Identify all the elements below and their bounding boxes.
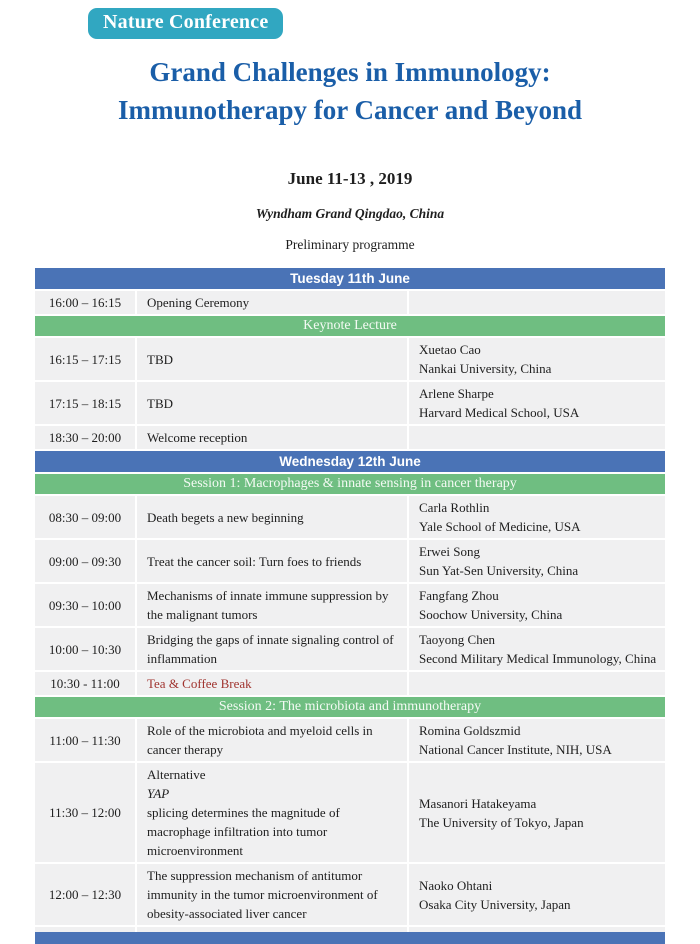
programme-note: Preliminary programme (285, 237, 415, 252)
page-title (20, 53, 680, 129)
speaker-name: Romina Goldszmid (419, 723, 521, 738)
speaker-cell (409, 496, 665, 538)
talk-title-cell: Treat the cancer soil: Turn foes to friends (137, 540, 407, 582)
day-header-partial-cutoff (35, 932, 665, 944)
schedule-row (35, 338, 665, 380)
schedule-row (35, 628, 665, 670)
schedule-row (35, 540, 665, 582)
speaker-cell (409, 338, 665, 380)
speaker-affiliation: Sun Yat-Sen University, China (419, 563, 579, 578)
schedule-row (35, 291, 665, 314)
speaker-affiliation: Nankai University, China (419, 361, 552, 376)
time-cell: 09:30 – 10:00 (35, 584, 135, 626)
schedule-row (35, 763, 665, 862)
time-cell: 18:30 – 20:00 (35, 426, 135, 449)
session-header-session2: Session 2: The microbiota and immunotherapy (35, 697, 665, 717)
session-header-keynote: Keynote Lecture (35, 316, 665, 336)
speaker-affiliation: Harvard Medical School, USA (419, 405, 580, 420)
time-cell: 16:00 – 16:15 (35, 291, 135, 314)
speaker-name: Fangfang Zhou (419, 588, 499, 603)
schedule-row (35, 382, 665, 424)
speaker-cell (409, 291, 665, 314)
break-row (35, 672, 665, 695)
speaker-affiliation: Yale School of Medicine, USA (419, 519, 581, 534)
talk-title-cell: Bridging the gaps of innate signaling control of inflammation (137, 628, 407, 670)
conference-badge: Nature Conference (88, 8, 283, 39)
speaker-name: Arlene Sharpe (419, 386, 494, 401)
time-cell: 16:15 – 17:15 (35, 338, 135, 380)
talk-title-cell: Opening Ceremony (137, 291, 407, 314)
day-header-wednesday: Wednesday 12th June (35, 451, 665, 472)
speaker-affiliation: National Cancer Institute, NIH, USA (419, 742, 612, 757)
speaker-name: Carla Rothlin (419, 500, 490, 515)
talk-title-cell: TBD (137, 338, 407, 380)
speaker-name: Erwei Song (419, 544, 481, 559)
speaker-cell (409, 864, 665, 925)
speaker-name: Masanori Hatakeyama (419, 795, 537, 811)
time-cell: 17:15 – 18:15 (35, 382, 135, 424)
speaker-affiliation: Second Military Medical Immunology, China (419, 651, 657, 666)
session-header-session1: Session 1: Macrophages & innate sensing in cancer therapy (35, 474, 665, 494)
talk-title-cell: TBD (137, 382, 407, 424)
speaker-cell (409, 382, 665, 424)
time-cell: 10:00 – 10:30 (35, 628, 135, 670)
talk-title-cell: Role of the microbiota and myeloid cells in cancer therapy (137, 719, 407, 761)
speaker-cell (409, 719, 665, 761)
speaker-cell (409, 628, 665, 670)
speaker-cell (409, 540, 665, 582)
talk-title-cell: Welcome reception (137, 426, 407, 449)
talk-title-cell: Alternative YAP splicing determines the magnitude of macrophage infiltration into tumor microenvironment (137, 763, 407, 862)
time-cell: 11:30 – 12:00 (35, 763, 135, 862)
conference-dates: June 11-13 , 2019 (287, 169, 413, 188)
break-label: Tea & Coffee Break (137, 672, 407, 695)
schedule-row (35, 719, 665, 761)
speaker-cell (409, 672, 665, 695)
time-cell: 08:30 – 09:00 (35, 496, 135, 538)
speaker-name: Taoyong Chen (419, 632, 495, 647)
schedule-table (35, 268, 665, 944)
time-cell: 12:00 – 12:30 (35, 864, 135, 925)
schedule-row (35, 496, 665, 538)
speaker-name: Naoko Ohtani (419, 877, 493, 893)
page-title-line2: Immunotherapy for Cancer and Beyond (117, 95, 583, 125)
schedule-row (35, 584, 665, 626)
schedule-row (35, 864, 665, 925)
speaker-affiliation: The University of Tokyo, Japan (419, 814, 584, 830)
speaker-cell (409, 763, 665, 862)
speaker-affiliation: Soochow University, China (419, 607, 563, 622)
day-header-tuesday: Tuesday 11th June (35, 268, 665, 289)
schedule-row (35, 426, 665, 449)
conference-venue: Wyndham Grand Qingdao, China (255, 206, 445, 221)
speaker-cell (409, 584, 665, 626)
time-cell: 10:30 - 11:00 (35, 672, 135, 695)
time-cell: 09:00 – 09:30 (35, 540, 135, 582)
talk-title-cell: The suppression mechanism of antitumor immunity in the tumor microenvironment of obesity-associated liver cancer (137, 864, 407, 925)
time-cell: 11:00 – 11:30 (35, 719, 135, 761)
speaker-affiliation: Osaka City University, Japan (419, 896, 571, 912)
page-title-line1: Grand Challenges in Immunology: (149, 57, 551, 87)
talk-title-cell: Death begets a new beginning (137, 496, 407, 538)
speaker-name: Xuetao Cao (419, 342, 481, 357)
speaker-cell (409, 426, 665, 449)
talk-title-cell: Mechanisms of innate immune suppression by the malignant tumors (137, 584, 407, 626)
